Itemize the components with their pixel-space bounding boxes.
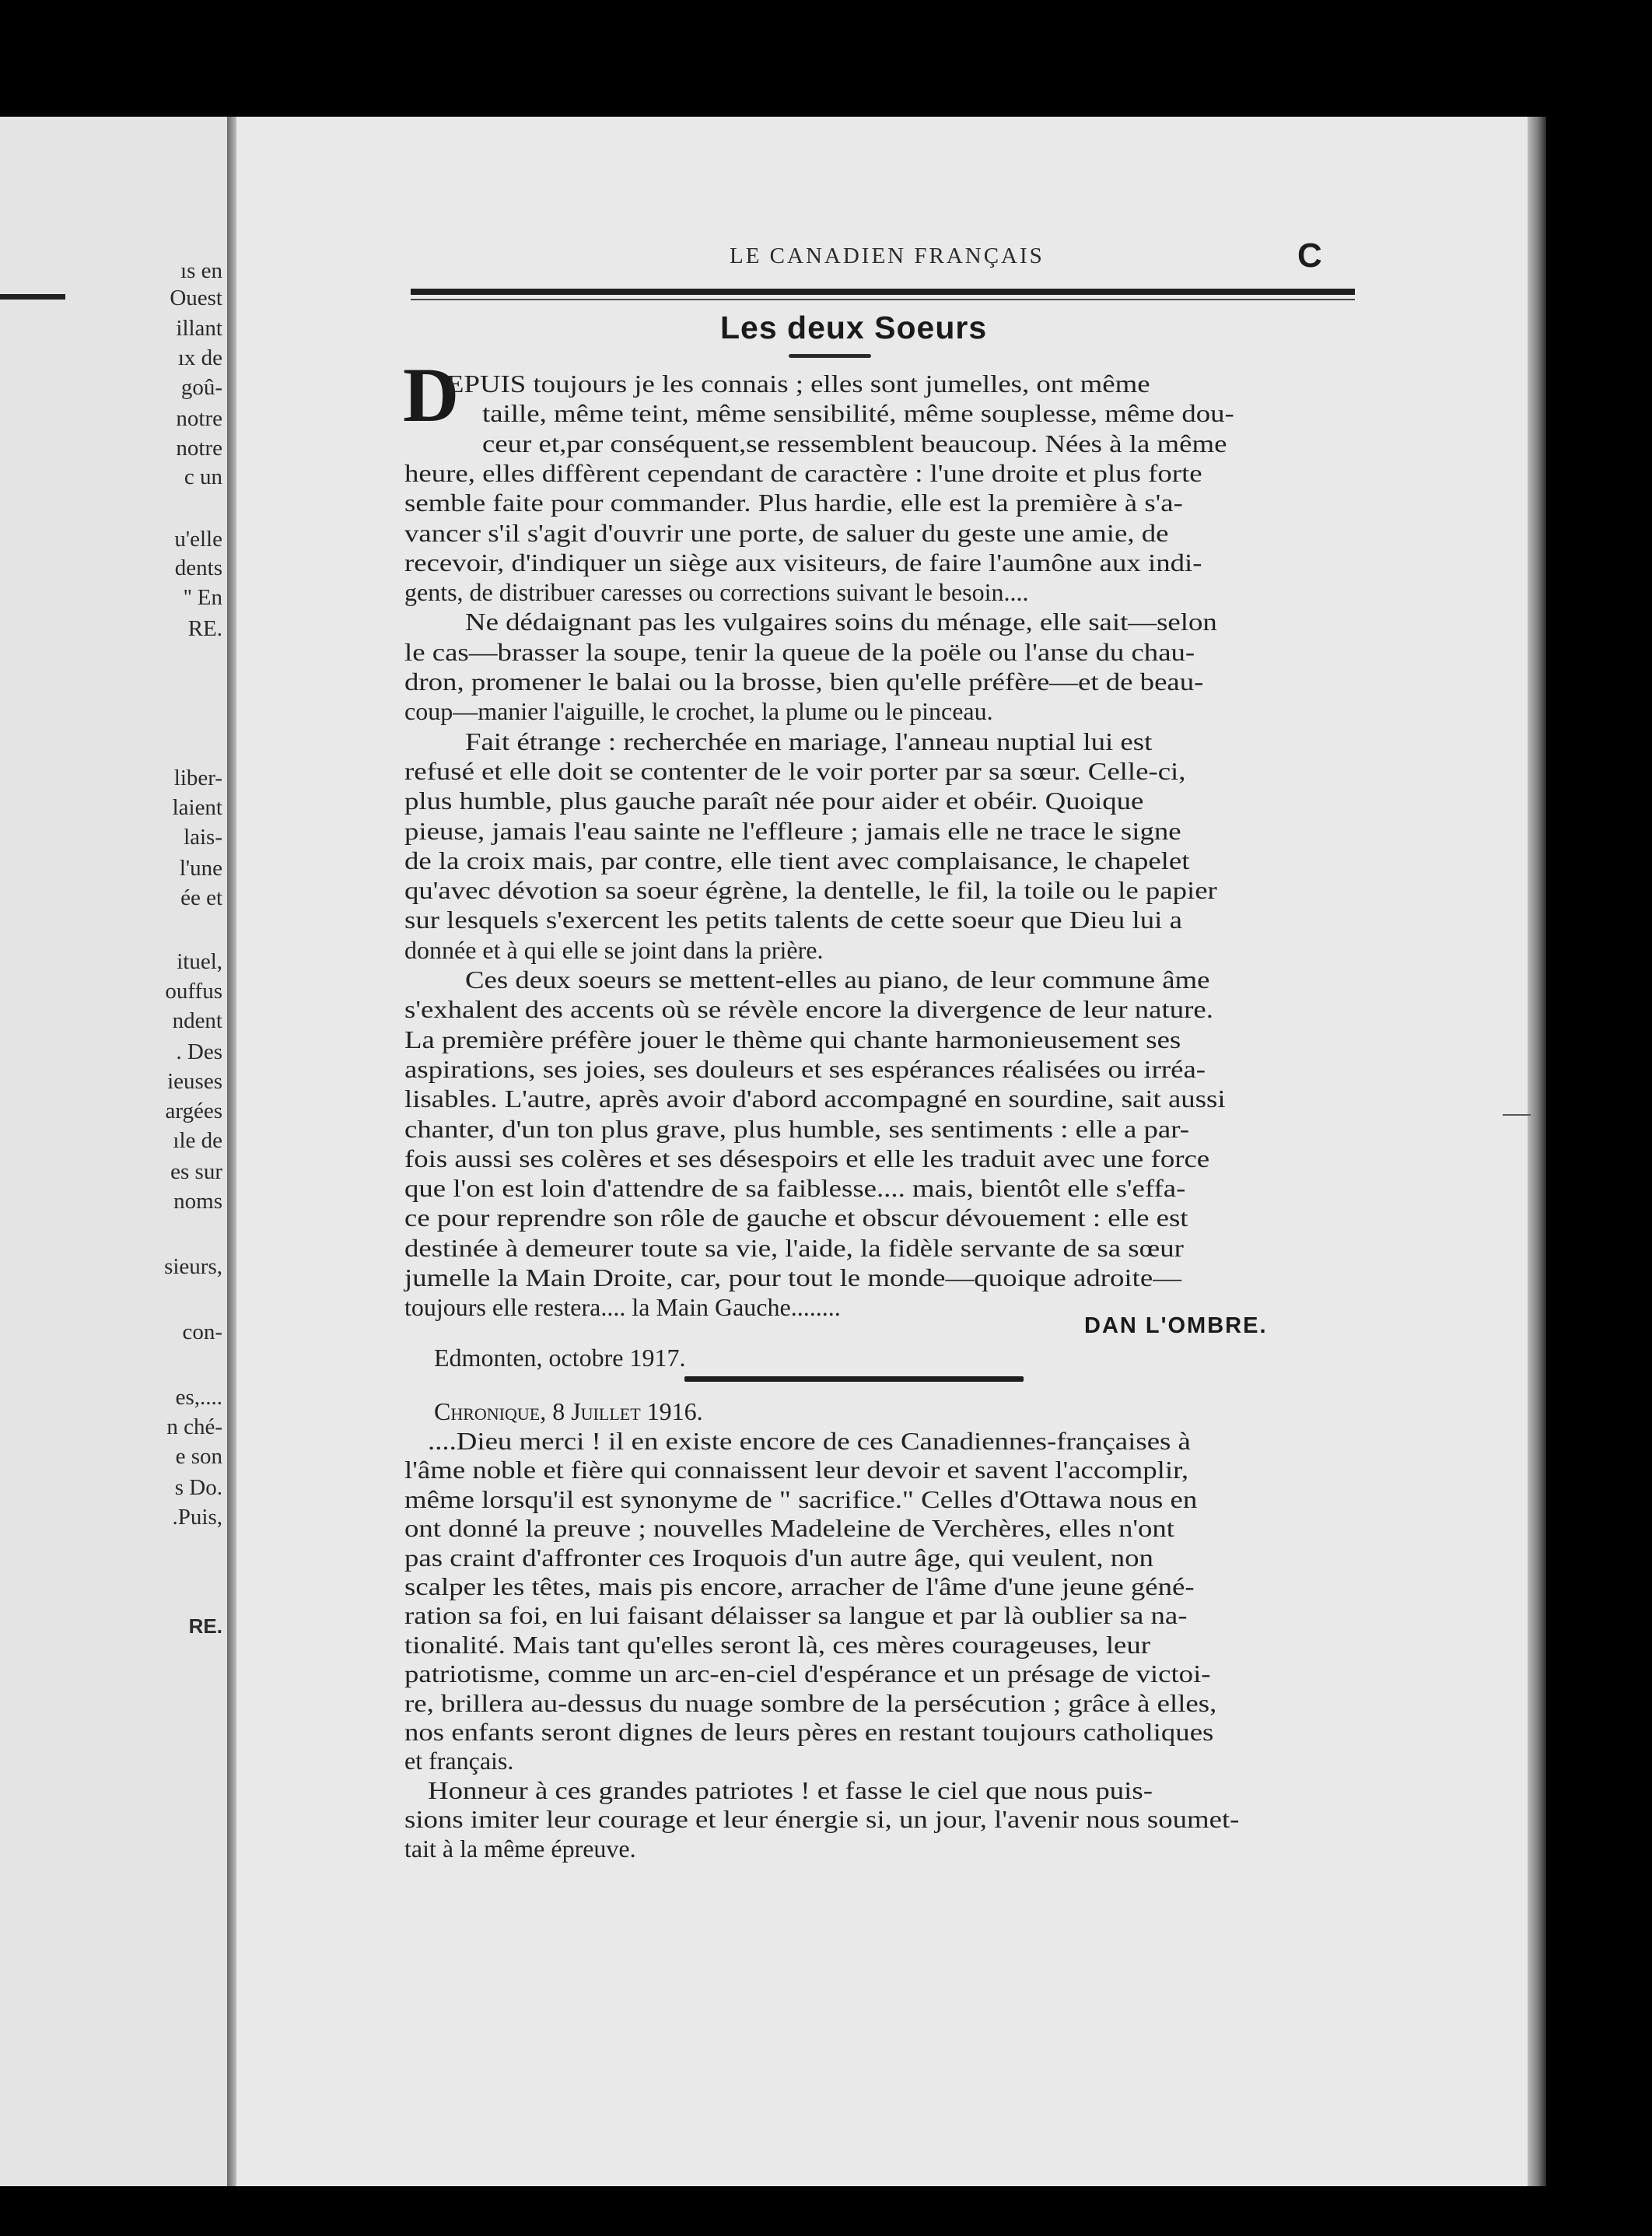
article-line: fois aussi ses colères et ses désespoirs et elle les traduit avec une force <box>404 1144 1210 1172</box>
left-page-fragment: RE. <box>187 616 222 641</box>
chronique-line: ....Dieu merci ! il en existe encore de ces Canadiennes-françaises à <box>428 1427 1191 1455</box>
left-page-fragment: ndent <box>172 1008 222 1033</box>
header-rule <box>411 289 1355 295</box>
page-letter: C <box>1297 237 1322 275</box>
article-line: que l'on est loin d'attendre de sa faiblesse.... mais, bientôt elle s'effa- <box>404 1174 1186 1203</box>
book-gutter <box>227 117 236 2186</box>
article-dateline: Edmonten, octobre 1917. <box>434 1344 686 1372</box>
left-page-fragment: c un <box>184 464 222 489</box>
article-line: chanter, d'un ton plus grave, plus humble, ses sentiments : elle a par- <box>404 1114 1190 1143</box>
left-page-fragment: liber- <box>173 766 222 790</box>
left-page-fragment: illant <box>176 316 222 341</box>
article-line: semble faite pour commander. Plus hardie, elle est la première à s'a- <box>404 489 1183 517</box>
chronique-line: tait à la même épreuve. <box>404 1834 636 1863</box>
left-page-fragment: s Do. <box>174 1475 222 1500</box>
header-rule-thin <box>411 299 1355 300</box>
chronique-line: tionalité. Mais tant qu'elles seront là, ces mères courageuses, leur <box>404 1630 1151 1659</box>
left-page-fragment: ıs en <box>180 258 222 283</box>
left-page-fragment: e son <box>175 1444 222 1469</box>
article-line: destinée à demeurer toute sa vie, l'aide, la fidèle servante de sa sœur <box>404 1233 1184 1262</box>
article-line: gents, de distribuer caresses ou corrections suivant le besoin.... <box>404 578 1029 607</box>
chronique-line: même lorsqu'il est synonyme de " sacrifice." Celles d'Ottawa nous en <box>404 1484 1198 1513</box>
article-line: aspirations, ses joies, ses douleurs et ses espérances réalisées ou irréa- <box>404 1054 1206 1083</box>
left-page-fragment: l'une <box>179 856 222 881</box>
left-page-fragment: lais- <box>184 825 222 850</box>
left-page-fragment: ıx de <box>177 345 222 370</box>
chronique-line: patriotisme, comme un arc-en-ciel d'espérance et un présage de victoi- <box>404 1659 1211 1688</box>
chronique-line: re, brillera au-dessus du nuage sombre de la persécution ; grâce à elles, <box>404 1688 1217 1717</box>
article-signature: DAN L'OMBRE. <box>1084 1313 1268 1338</box>
article-line: EPUIS toujours je les connais ; elles sont jumelles, ont même <box>446 370 1150 398</box>
left-page-fragment: ituel, <box>177 949 222 974</box>
article-line: Ne dédaignant pas les vulgaires soins du ménage, elle sait—selon <box>465 608 1217 636</box>
left-page-fragment: n ché- <box>166 1414 222 1439</box>
article-line: heure, elles diffèrent cependant de caractère : l'une droite et plus forte <box>404 458 1202 487</box>
chronique-line: l'âme noble et fière qui connaissent leur devoir et savent l'accomplir, <box>404 1456 1189 1484</box>
chronique-line: et français. <box>404 1747 514 1775</box>
left-page-fragment: laient <box>172 795 222 820</box>
chronique-line: scalper les têtes, mais pis encore, arracher de l'âme d'une jeune géné- <box>404 1572 1195 1600</box>
article-line: s'exhalent des accents où se révèle encore la divergence de leur nature. <box>404 995 1213 1024</box>
article-title: Les deux Soeurs <box>720 310 988 345</box>
chronique-line: ont donné la preuve ; nouvelles Madeleine de Verchères, elles n'ont <box>404 1514 1175 1543</box>
left-page-fragment: ée et <box>180 885 222 910</box>
chronique-line: ration sa foi, en lui faisant délaisser sa langue et par là oublier sa na- <box>404 1601 1188 1630</box>
left-page-fragment: RE. <box>188 1614 222 1638</box>
left-page-fragment: noms <box>173 1189 222 1214</box>
article-line: lisables. L'autre, après avoir d'abord accompagné en sourdine, sait aussi <box>404 1085 1226 1113</box>
article-line: Fait étrange : recherchée en mariage, l'anneau nuptial lui est <box>465 727 1153 755</box>
chronique-line: pas craint d'affronter ces Iroquois d'un autre âge, qui veulent, non <box>404 1543 1153 1572</box>
article-line: Ces deux soeurs se mettent-elles au piano, de leur commune âme <box>465 966 1210 994</box>
left-page-fragment: dents <box>174 555 222 580</box>
left-page-fragment: con- <box>182 1320 222 1344</box>
page-edge <box>1528 117 1546 2186</box>
article-line: coup—manier l'aiguille, le crochet, la plume ou le pinceau. <box>404 697 993 726</box>
article-line: jumelle la Main Droite, car, pour tout le monde—quoique adroite— <box>404 1263 1182 1291</box>
chronique-heading: Chronique, 8 Juillet 1916. <box>434 1397 703 1425</box>
article-line: sur lesquels s'exercent les petits talents de cette soeur que Dieu lui a <box>404 906 1182 934</box>
left-page-rule <box>0 294 65 300</box>
left-page-fragment: es sur <box>170 1159 222 1184</box>
left-page-fragment: notre <box>176 406 222 431</box>
left-page-fragment: u'elle <box>174 527 222 552</box>
left-page-fragment: ieuses <box>167 1069 222 1094</box>
left-page-fragment: . Des <box>176 1039 222 1064</box>
left-page-fragment: .Puis, <box>172 1505 222 1530</box>
left-page-fragment: ıle de <box>173 1128 222 1153</box>
article-line: ceur et,par conséquent,se ressemblent beaucoup. Nées à la même <box>482 429 1227 457</box>
article-line: qu'avec dévotion sa soeur égrène, la dentelle, le fil, la toile ou le papier <box>404 876 1217 905</box>
article-line: le cas—brasser la soupe, tenir la queue de la poële ou l'anse du chau- <box>404 637 1195 666</box>
drop-cap: D <box>403 352 460 438</box>
chronique-line: Honneur à ces grandes patriotes ! et fasse le ciel que nous puis- <box>428 1775 1153 1804</box>
chronique-line: sions imiter leur courage et leur énergie si, un jour, l'avenir nous soumet- <box>404 1805 1240 1834</box>
article-line: donnée et à qui elle se joint dans la prière. <box>404 935 824 964</box>
chronique-line: nos enfants seront dignes de leurs pères en restant toujours catholiques <box>404 1718 1214 1746</box>
article-line: toujours elle restera.... la Main Gauche........ <box>404 1293 841 1322</box>
article-line: La première préfère jouer le thème qui chante harmonieusement ses <box>404 1025 1181 1053</box>
left-page-fragment: Ouest <box>170 286 222 310</box>
left-page-fragment: goû- <box>180 375 222 400</box>
left-page-fragment: ouffus <box>165 979 222 1004</box>
article-line: refusé et elle doit se contenter de le voir porter par sa sœur. Celle-ci, <box>404 756 1186 785</box>
section-rule <box>684 1376 1024 1382</box>
article-line: plus humble, plus gauche paraît née pour aider et obéir. Quoique <box>404 787 1144 815</box>
article-line: de la croix mais, par contre, elle tient avec complaisance, le chapelet <box>404 846 1190 874</box>
title-ornament <box>789 354 871 358</box>
left-page-fragment: '' En <box>184 585 222 610</box>
left-page-fragment: argées <box>165 1099 222 1123</box>
margin-mark <box>1503 1114 1531 1116</box>
article-line: recevoir, d'indiquer un siège aux visiteurs, de faire l'aumône aux indi- <box>404 548 1202 577</box>
article-line: vancer s'il s'agit d'ouvrir une porte, de saluer du geste une amie, de <box>404 518 1169 547</box>
article-line: dron, promener le balai ou la brosse, bien qu'elle préfère—et de beau- <box>404 668 1204 696</box>
article-line: pieuse, jamais l'eau sainte ne l'effleure ; jamais elle ne trace le signe <box>404 816 1181 845</box>
left-page-fragment: sieurs, <box>164 1254 222 1279</box>
running-head: LE CANADIEN FRANÇAIS <box>730 244 1045 268</box>
left-page-fragment: es,.... <box>175 1385 222 1410</box>
article-line: ce pour reprendre son rôle de gauche et obscur dévouement : elle est <box>404 1204 1188 1232</box>
left-page-fragment: notre <box>176 436 222 461</box>
previous-page-fragment <box>0 117 227 2186</box>
article-line: taille, même teint, même sensibilité, même souplesse, même dou- <box>482 399 1234 428</box>
